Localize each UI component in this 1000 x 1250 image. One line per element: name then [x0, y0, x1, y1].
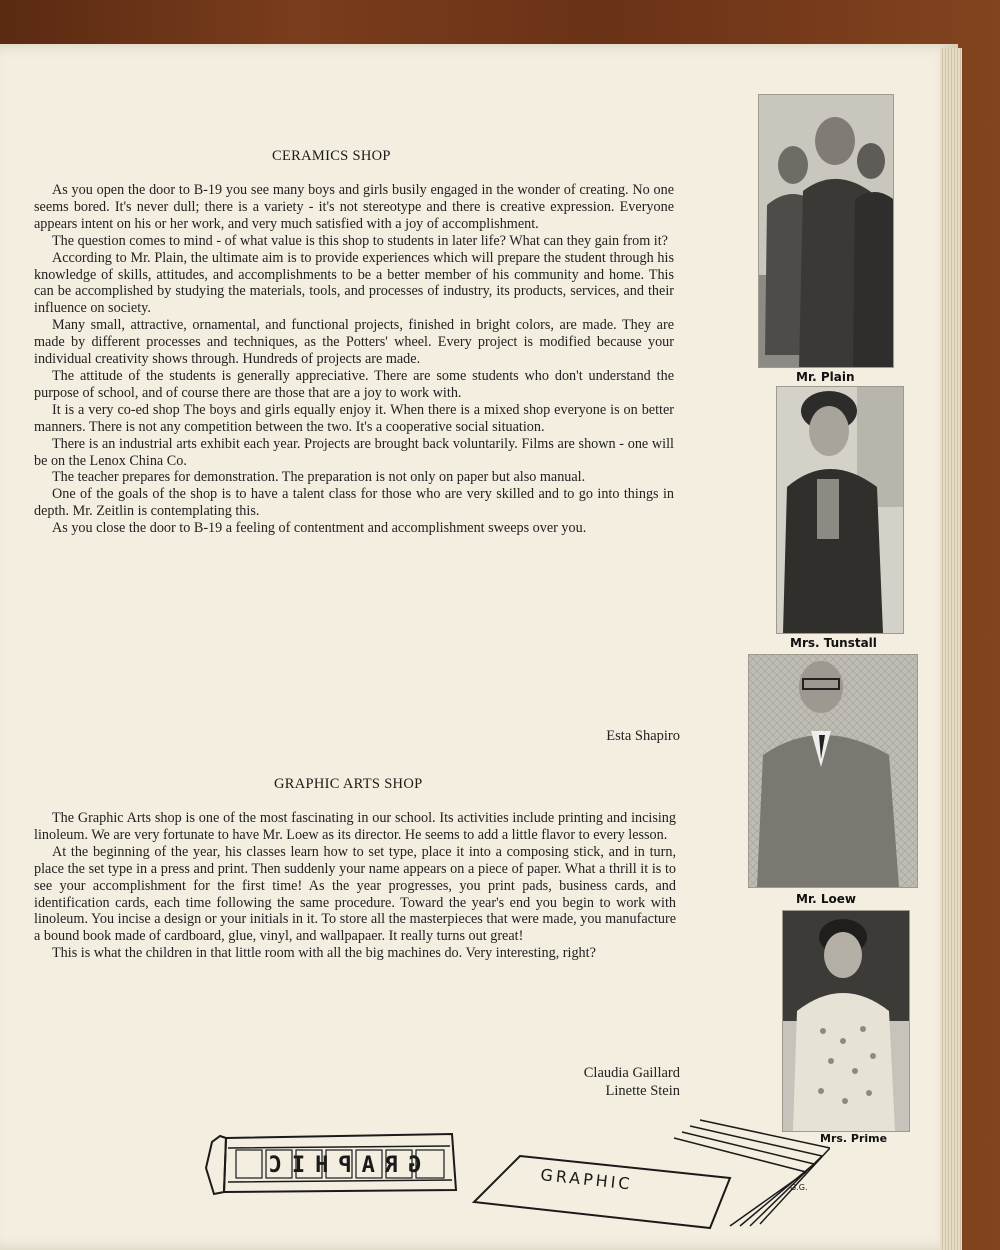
ceramics-paragraph: One of the goals of the shop is to have a talent class for those who are very skilled and to go into things in depth. Mr. Zeitlin is contemplating this. — [34, 486, 674, 520]
ceramics-paragraph: The question comes to mind - of what value is this shop to students in later life? What can they gain from it? — [52, 232, 668, 249]
author-name: Esta Shapiro — [606, 728, 680, 744]
page-stack-edge — [940, 48, 962, 1250]
ceramics-paragraph: According to Mr. Plain, the ultimate aim is to provide experiences which will prepare the student through his knowledge of skills, attitudes, and accomplishments to be a better member of his community and home. This can be accomplished by studying the materials, tools, and processes of industry, its products, services, and their influence on society. — [34, 249, 674, 317]
graphic-arts-doodle — [190, 1108, 830, 1234]
ceramics-paragraph: Many small, attractive, ornamental, and functional projects, finished in bright colors, are made. They are made by different processes and techniques, as the Potters' wheel. Every project is modified because your individual creativity shows through. Hundreds of projects are made. — [34, 317, 674, 368]
artist-initials: G.G. — [790, 1183, 808, 1192]
caption-mrs-tunstall: Mrs. Tunstall — [790, 636, 877, 650]
author-name: Linette Stein — [605, 1083, 680, 1099]
stick-letters: GRAPHIC — [258, 1153, 422, 1178]
caption-mrs-prime: Mrs. Prime — [820, 1132, 888, 1145]
ceramics-paragraph: The attitude of the students is generally appreciative. There are some students who don't understand the purpose of school, and of course there are those that are a joy to work with. — [34, 367, 674, 401]
ceramics-paragraph: It is a very co-ed shop The boys and girls equally enjoy it. When there is a mixed shop everyone is on better manners. There is not any competition between the two. It's a cooperative social situation. — [34, 401, 674, 435]
photo-mr-plain — [758, 94, 894, 368]
ceramics-paragraph: As you close the door to B-19 a feeling of contentment and accomplishment sweeps over you. — [52, 520, 587, 537]
ceramics-heading: CERAMICS SHOP — [272, 148, 391, 164]
caption-mr-plain: Mr. Plain — [796, 370, 855, 384]
portrait-illustration — [749, 655, 917, 887]
ceramics-paragraph: The teacher prepares for demonstration. The preparation is not only on paper but also manual. — [52, 469, 586, 486]
photo-mr-loew — [748, 654, 918, 888]
graphic-paragraph: The Graphic Arts shop is one of the most fascinating in our school. Its activities include printing and incising linoleum. We are very fortunate to have Mr. Loew as its director. He seems to add a little flavor to every lesson. — [34, 810, 676, 843]
paper-text: GRAPHIC — [539, 1165, 634, 1194]
photo-mrs-tunstall — [776, 386, 904, 634]
author-name: Claudia Gaillard — [583, 1065, 680, 1081]
ceramics-paragraph: As you open the door to B-19 you see many boys and girls busily engaged in the wonder of creating. No one seems bored. It's never dull; there is a variety - it's not stereotype and there is creative expression. Everyone appears intent on his or her work, and very much satisfied with a joy of accomplishment. — [34, 182, 674, 232]
portrait-illustration — [777, 387, 903, 633]
graphic-paragraph: At the beginning of the year, his classes learn how to set type, place it into a composing stick, and in turn, place the set type in a press and print. Then suddenly your name appears on a piece of paper. What a thrill it is to see your accomplishment for the first time! As the year progresses, you print pads, business cards, and identification cards, each time following the same procedure. Toward the year's end you begin to work with linoleum. You incise a design or your initials in it. To store all the masterpieces that were made, you manufacture a bound book made of cardboard, glue, vinyl, and wallpapaer. It really turns out great! — [34, 843, 676, 945]
portrait-illustration — [783, 911, 909, 1131]
graphic-paragraph: This is what the children in that little room with all the big machines do. Very interesting, right? — [52, 945, 596, 962]
ceramics-paragraph: There is an industrial arts exhibit each year. Projects are brought back voluntarily. Films are shown - one will be on the Lenox China Co. — [34, 435, 674, 469]
ceramics-byline — [480, 727, 680, 745]
graphic-arts-article — [34, 810, 676, 962]
graphic-arts-byline — [480, 1064, 680, 1100]
photo-mrs-prime — [782, 910, 910, 1132]
caption-mr-loew: Mr. Loew — [796, 892, 856, 906]
graphic-arts-heading: GRAPHIC ARTS SHOP — [274, 776, 423, 792]
portrait-illustration — [759, 95, 893, 367]
ceramics-article — [34, 182, 674, 537]
